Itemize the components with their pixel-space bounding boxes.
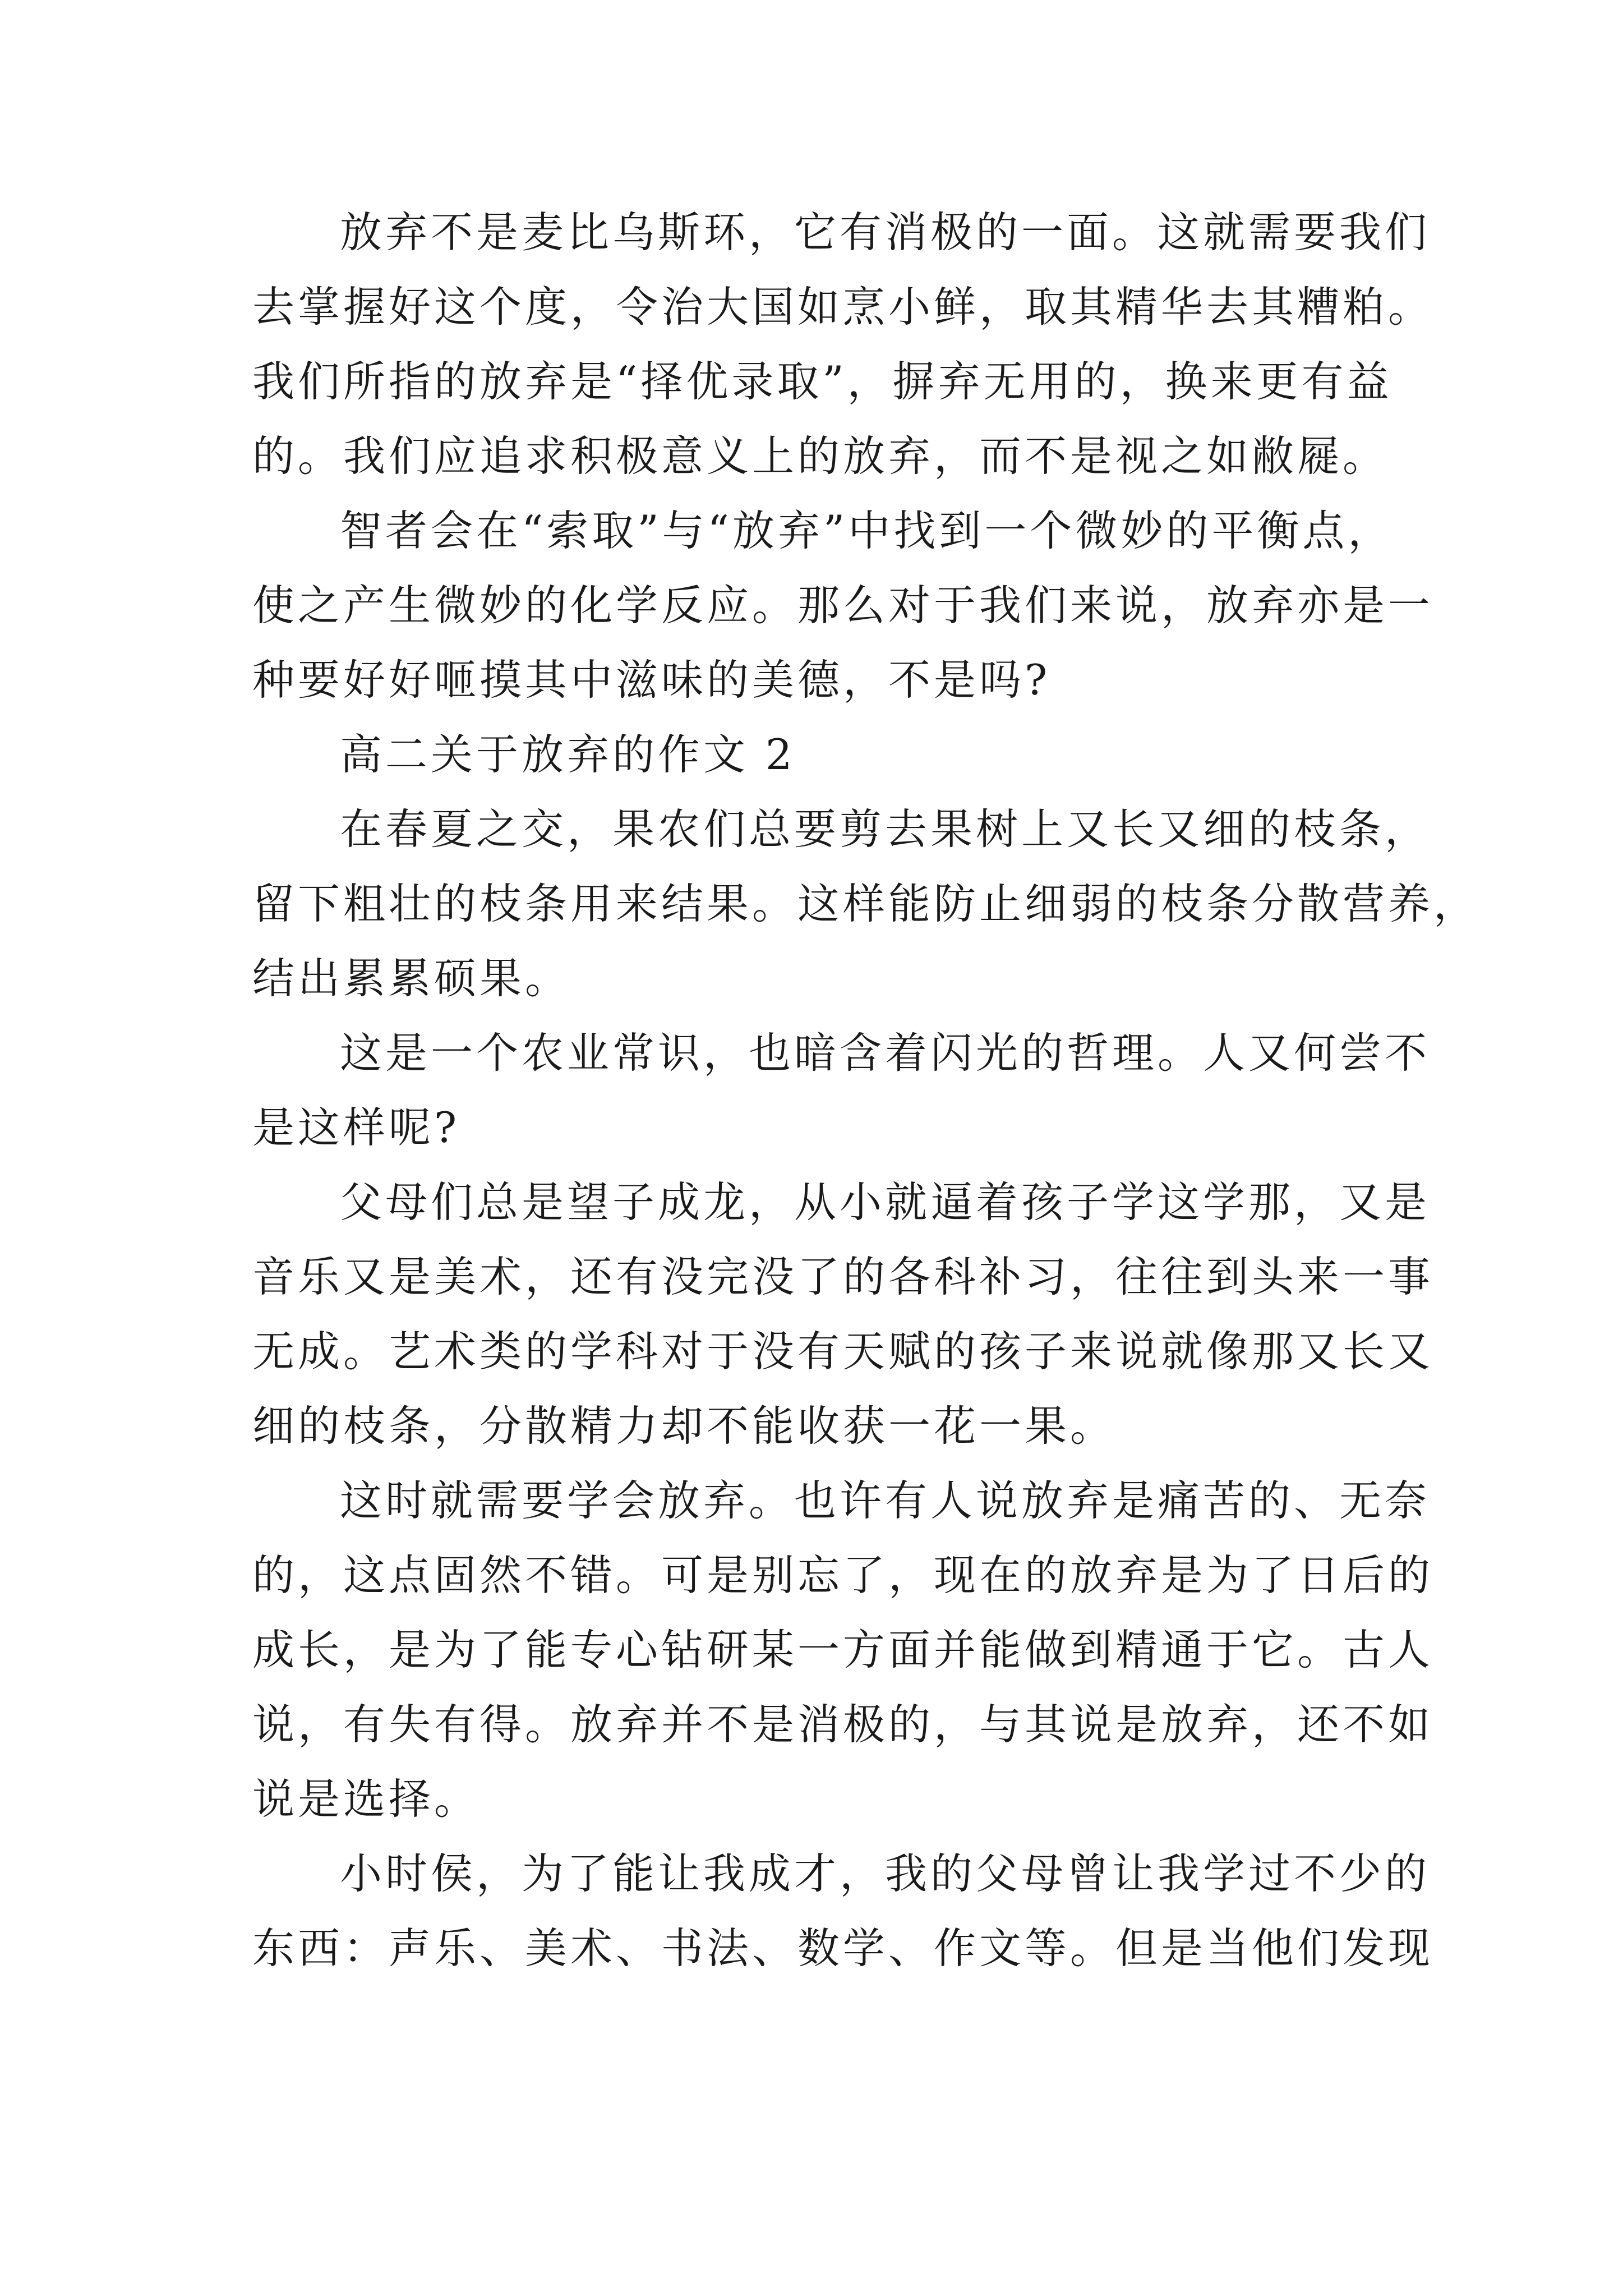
essay-heading: 高二关于放弃的作文 2 (340, 730, 796, 779)
paragraph-1 (252, 195, 1434, 494)
essay-body (252, 195, 1479, 1986)
text-line: 去掌握好这个度，令治大国如烹小鲜，取其精华去其糟粕。 (252, 282, 1434, 332)
text-line: 结出累累硕果。 (252, 954, 571, 1003)
text-line: 我们所指的放弃是“择优录取”，摒弃无用的，换来更有益 (252, 357, 1393, 406)
text-line: 细的枝条，分散精力却不能收获一花一果。 (252, 1401, 1116, 1451)
text-line: 这是一个农业常识，也暗含着闪光的哲理。人又何尝不 (340, 1028, 1431, 1078)
paragraph-6 (252, 1464, 1434, 1837)
text-line: 无成。艺术类的学科对于没有天赋的孩子来说就像那又长又 (252, 1327, 1434, 1376)
text-line: 东西：声乐、美术、书法、数学、作文等。但是当他们发现 (252, 1924, 1434, 1973)
text-line: 智者会在“索取”与“放弃”中找到一个微妙的平衡点， (340, 506, 1394, 555)
paragraph-2 (252, 494, 1434, 717)
text-line: 说是选择。 (252, 1774, 480, 1824)
text-line: 成长，是为了能专心钻研某一方面并能做到精通于它。古人 (252, 1625, 1434, 1674)
paragraph-4 (252, 1016, 1431, 1165)
text-line: 种要好好咂摸其中滋味的美德，不是吗? (252, 655, 1051, 705)
text-line: 说，有失有得。放弃并不是消极的，与其说是放弃，还不如 (252, 1700, 1434, 1749)
paragraph-5 (252, 1165, 1434, 1464)
text-line: 小时侯，为了能让我成才，我的父母曾让我学过不少的 (340, 1849, 1431, 1898)
paragraph-7 (252, 1837, 1434, 1986)
text-line: 的，这点固然不错。可是别忘了，现在的放弃是为了日后的 (252, 1550, 1434, 1600)
text-line: 是这样呢? (252, 1103, 460, 1152)
paragraph-3 (252, 792, 1479, 1016)
text-line: 这时就需要学会放弃。也许有人说放弃是痛苦的、无奈 (340, 1476, 1431, 1525)
text-line: 留下粗壮的枝条用来结果。这样能防止细弱的枝条分散营养， (252, 879, 1479, 928)
text-line: 音乐又是美术，还有没完没了的各科补习，往往到头来一事 (252, 1252, 1434, 1301)
text-line: 的。我们应追求积极意义上的放弃，而不是视之如敝屣。 (252, 431, 1389, 481)
essay-heading-block (252, 717, 1391, 792)
text-line: 使之产生微妙的化学反应。那么对于我们来说，放弃亦是一 (252, 581, 1434, 630)
text-line: 放弃不是麦比乌斯环，它有消极的一面。这就需要我们 (340, 208, 1431, 257)
text-line: 在春夏之交，果农们总要剪去果树上又长又细的枝条， (340, 804, 1431, 854)
text-line: 父母们总是望子成龙，从小就逼着孩子学这学那，又是 (340, 1177, 1431, 1227)
